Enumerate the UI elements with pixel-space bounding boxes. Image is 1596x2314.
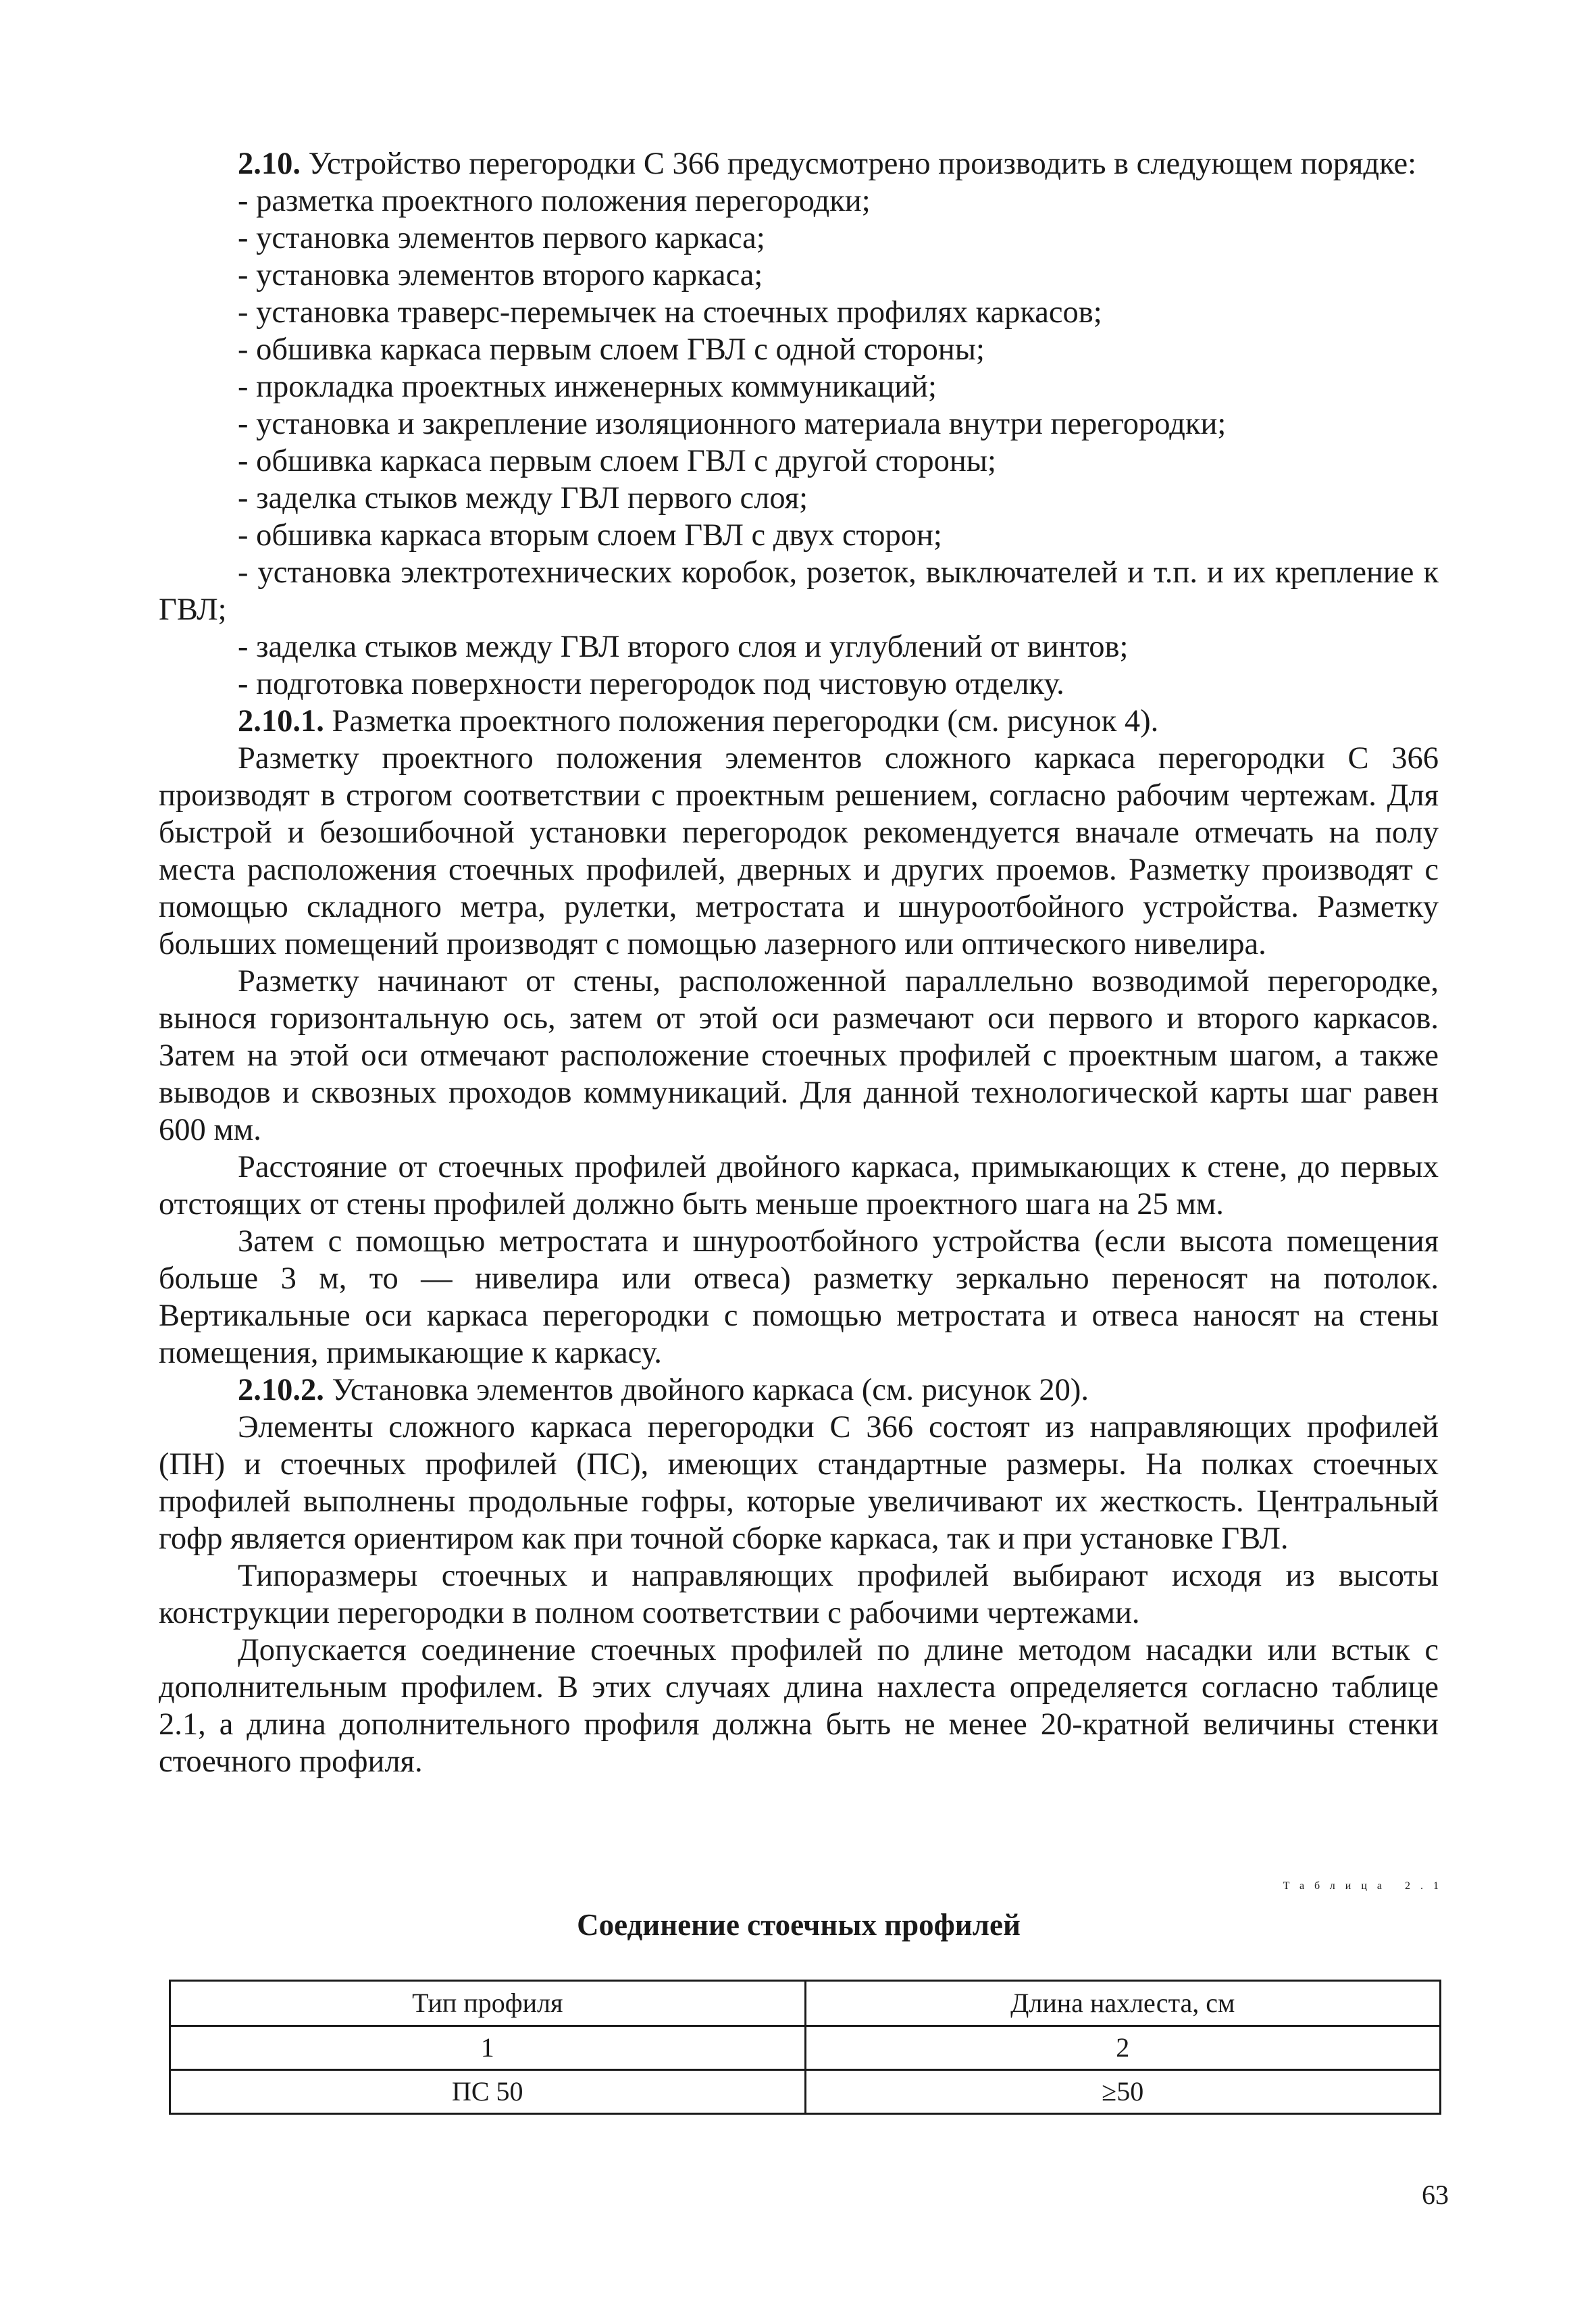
step-item: - установка траверс-перемычек на стоечных профилях каркасов;	[238, 295, 1102, 330]
step-item: - установка элементов первого каркаса;	[238, 221, 765, 255]
table-header-row	[170, 1981, 1441, 2026]
table-container	[169, 1980, 1441, 2115]
step-item: - установка и закрепление изоляционного материала внутри перегородки;	[238, 407, 1227, 441]
paragraph: Расстояние от стоечных профилей двойного каркаса, примыкающих к стене, до первых отстоящих от стены профилей должно быть меньше проектного шага на 25 мм.	[159, 1150, 1439, 1222]
table-cell: ≥50	[805, 2070, 1441, 2114]
table-cell: 1	[170, 2026, 806, 2070]
step-item: - подготовка поверхности перегородок под чистовую отделку.	[238, 667, 1064, 701]
table-header-cell: Длина нахлеста, см	[805, 1981, 1441, 2026]
section-intro-text: Устройство перегородки С 366 предусмотрено производить в следующем порядке:	[301, 147, 1417, 181]
paragraph: Элементы сложного каркаса перегородки С 366 состоят из направляющих профилей (ПН) и стоечных профилей (ПС), имеющих стандартные размеры. На полках стоечных профилей выполнены продольные гофры, которые увеличивают их жесткость. Центральный гофр является ориентиром как при точной сборке каркаса, так и при установке ГВЛ.	[159, 1410, 1439, 1556]
paragraph: Затем с помощью метростата и шнуроотбойного устройства (если высота помещения больше 3 м, то — нивелира или отвеса) разметку зеркально переносят на потолок. Вертикальные оси каркаса перегородки с помощью метростата и отвеса наносят на стены помещения, примыкающие к каркасу.	[159, 1224, 1439, 1370]
step-item: - обшивка каркаса вторым слоем ГВЛ с двух сторон;	[238, 518, 942, 553]
paragraph: Разметку проектного положения элементов сложного каркаса перегородки С 366 производят в строгом соответствии с проектным решением, согласно рабочим чертежам. Для быстрой и безошибочной установки перегородок рекомендуется вначале отмечать на полу места расположения стоечных профилей, дверных и других проемов. Разметку производят с помощью складного метра, рулетки, метростата и шнуроотбойного устройства. Разметку больших помещений производят с помощью лазерного или оптического нивелира.	[159, 741, 1439, 961]
table-row	[170, 2070, 1441, 2114]
section-number: 2.10.	[238, 147, 301, 181]
subsection-title: Установка элементов двойного каркаса (см. рисунок 20).	[324, 1373, 1089, 1407]
step-item: - обшивка каркаса первым слоем ГВЛ с другой стороны;	[238, 444, 996, 478]
step-item: - установка элементов второго каркаса;	[238, 258, 763, 293]
step-item: - установка электротехнических коробок, розеток, выключателей и т.п. и их крепление к ГВЛ;	[159, 555, 1439, 627]
step-item: - заделка стыков между ГВЛ первого слоя;	[238, 481, 808, 515]
table-header-cell: Тип профиля	[170, 1981, 806, 2026]
step-item: - разметка проектного положения перегородки;	[238, 184, 871, 218]
subsection-title: Разметка проектного положения перегородки (см. рисунок 4).	[324, 704, 1159, 738]
table-cell: 2	[805, 2026, 1441, 2070]
step-item: - обшивка каркаса первым слоем ГВЛ с одной стороны;	[238, 332, 985, 367]
subsection-number: 2.10.2.	[238, 1373, 324, 1407]
table-caption: Таблица 2.1	[1283, 1880, 1449, 1892]
paragraph: Разметку начинают от стены, расположенной параллельно возводимой перегородке, вынося горизонтальную ось, затем от этой оси размечают оси первого и второго каркасов. Затем на этой оси отмечают расположение стоечных профилей с проектным шагом, а также выводов и сквозных проходов коммуникаций. Для данной технологической карты шаг равен 600 мм.	[159, 964, 1439, 1147]
step-item: - прокладка проектных инженерных коммуникаций;	[238, 370, 937, 404]
subsection-heading-1	[159, 703, 1439, 740]
step-item: - заделка стыков между ГВЛ второго слоя и углублений от винтов;	[238, 630, 1129, 664]
table-title: Соединение стоечных профилей	[577, 1908, 1021, 1942]
subsection-number: 2.10.1.	[238, 704, 324, 738]
table-header-block	[159, 1868, 1449, 1957]
page-number: 63	[1422, 2180, 1449, 2210]
table-cell: ПС 50	[170, 2070, 806, 2114]
subsection-heading-2	[159, 1372, 1439, 1409]
paragraph: Типоразмеры стоечных и направляющих профилей выбирают исходя из высоты конструкции перегородки в полном соответствии с рабочими чертежами.	[159, 1559, 1439, 1630]
profile-joint-table	[169, 1980, 1441, 2115]
document-page	[159, 145, 1439, 1780]
table-column-number-row	[170, 2026, 1441, 2070]
section-intro	[159, 145, 1439, 182]
paragraph: Допускается соединение стоечных профилей по длине методом насадки или встык с дополнительным профилем. В этих случаях длина нахлеста определяется согласно таблице 2.1, а длина дополнительного профиля должна быть не менее 20-кратной величины стенки стоечного профиля.	[159, 1633, 1439, 1779]
